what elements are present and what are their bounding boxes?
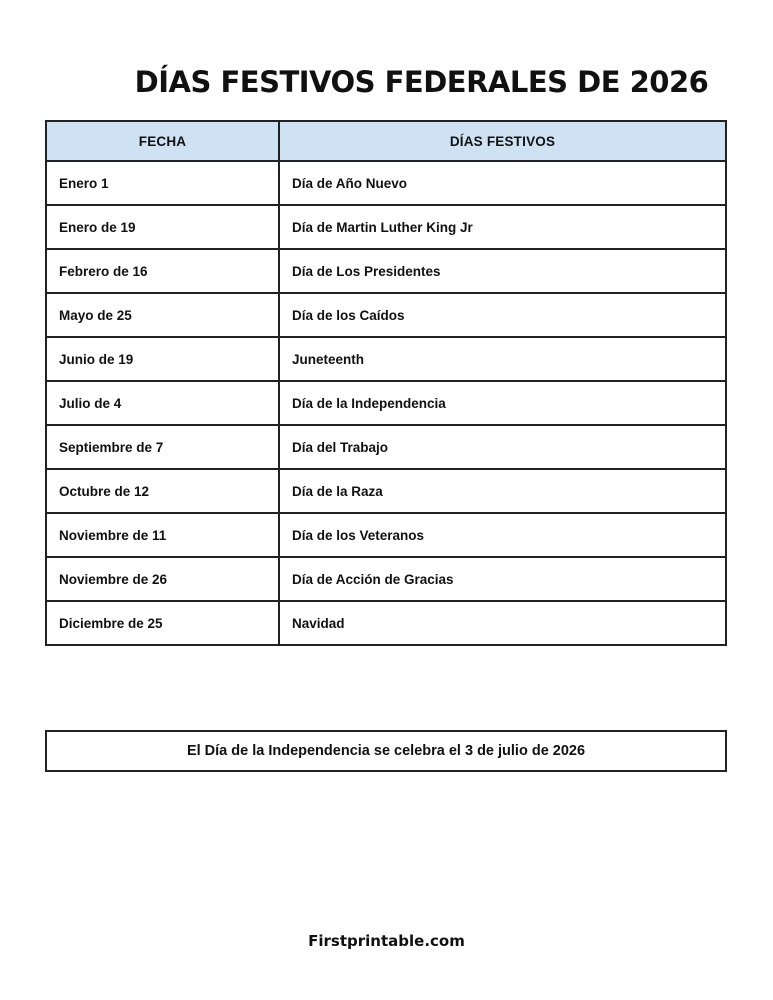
header-row xyxy=(46,121,726,161)
holiday-cell: Día de Acción de Gracias xyxy=(279,557,726,601)
holiday-table xyxy=(45,120,727,646)
table-row xyxy=(46,381,726,425)
fecha-cell: Febrero de 16 xyxy=(46,249,279,293)
fecha-cell: Enero de 19 xyxy=(46,205,279,249)
holiday-cell: Día de Martin Luther King Jr xyxy=(279,205,726,249)
fecha-cell: Noviembre de 11 xyxy=(46,513,279,557)
holiday-table-header xyxy=(46,121,726,161)
site-credit: Firstprintable.com xyxy=(308,932,465,950)
fecha-cell: Diciembre de 25 xyxy=(46,601,279,645)
holiday-cell: Día de los Veteranos xyxy=(279,513,726,557)
table-row xyxy=(46,293,726,337)
table-row xyxy=(46,337,726,381)
table-row xyxy=(46,513,726,557)
holiday-cell: Día de la Independencia xyxy=(279,381,726,425)
table-row xyxy=(46,425,726,469)
fecha-cell: Junio de 19 xyxy=(46,337,279,381)
table-row xyxy=(46,601,726,645)
table-row xyxy=(46,205,726,249)
holiday-cell: Día del Trabajo xyxy=(279,425,726,469)
holiday-cell: Juneteenth xyxy=(279,337,726,381)
fecha-cell: Julio de 4 xyxy=(46,381,279,425)
holiday-cell: Día de Los Presidentes xyxy=(279,249,726,293)
page-title: DÍAS FESTIVOS FEDERALES DE 2026 xyxy=(134,65,709,100)
holiday-cell: Día de los Caídos xyxy=(279,293,726,337)
fecha-cell: Mayo de 25 xyxy=(46,293,279,337)
fecha-cell: Octubre de 12 xyxy=(46,469,279,513)
table-row xyxy=(46,469,726,513)
holiday-table-body xyxy=(46,161,726,645)
table-row xyxy=(46,557,726,601)
fecha-column-header: FECHA xyxy=(46,121,279,161)
fecha-cell: Noviembre de 26 xyxy=(46,557,279,601)
dias-festivos-column-header: DÍAS FESTIVOS xyxy=(279,121,726,161)
table-row xyxy=(46,161,726,205)
holiday-cell: Navidad xyxy=(279,601,726,645)
holiday-cell: Día de la Raza xyxy=(279,469,726,513)
fecha-cell: Septiembre de 7 xyxy=(46,425,279,469)
fecha-cell: Enero 1 xyxy=(46,161,279,205)
table-row xyxy=(46,249,726,293)
note-box xyxy=(45,730,727,772)
holiday-cell: Día de Año Nuevo xyxy=(279,161,726,205)
note-text: El Día de la Independencia se celebra el 3 de julio de 2026 xyxy=(186,743,586,759)
